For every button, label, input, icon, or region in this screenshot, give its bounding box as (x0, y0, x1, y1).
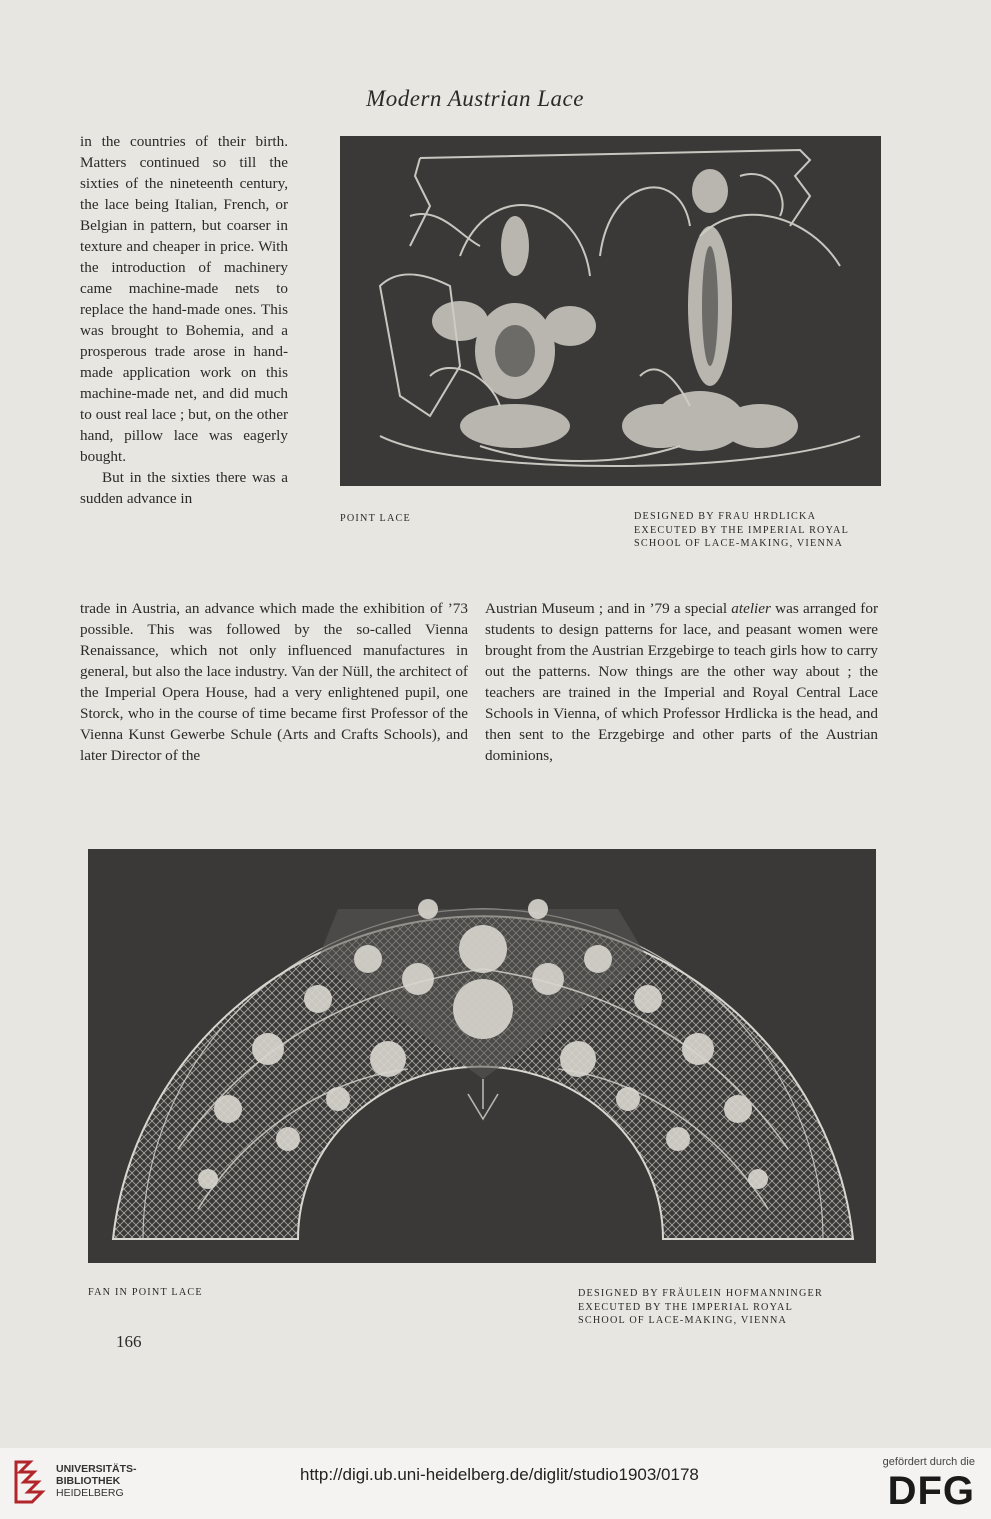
paragraph-right (485, 598, 878, 766)
paragraph-right-part-b: was arranged for students to design patterns for lace, and peasant women were brought from the Austrian Erzgebirge to teach girls how to carry out the patterns. Now things are the other way about ; the teachers are trained in the Imperial and Royal Central Lace Schools in Vienna, of which Professor Hrdlicka is the head, and then sent to the Erzgebirge and other parts of the Austrian dominions, (485, 600, 878, 764)
right-text-column (485, 598, 878, 766)
fan-lace-plate (88, 849, 876, 1263)
paragraph-left: trade in Austria, an advance which made the exhibition of ’73 possible. This was followed by the so-called Vienna Renaissance, which not only influenced manufactures in general, but also the lace industry. Van der Nüll, the architect of the Imperial Opera House, had a very enlightened pupil, one Storck, who in the course of time became first Professor of the Vienna Kunst Gewerbe Schule (Arts and Crafts Schools), and later Director of the (80, 600, 468, 764)
plate1-credit-school: SCHOOL OF LACE-MAKING, VIENNA (634, 538, 844, 549)
page-number: 166 (116, 1332, 142, 1351)
paragraph-narrow: in the countries of their birth. Matters continued so till the sixties of the nineteenth century, the lace being Italian, French, or Belgian in pattern, but coarser in texture and cheaper in price. With the introduction of machinery came machine-made nets to replace the hand-made ones. This was brought to Bohemia, and a prosperous trade arose in hand-made application work on this machine-made net, and did much to oust real lace ; but, on the other hand, pillow lace was eagerly bought. (80, 133, 288, 465)
sponsor-label: gefördert durch die (882, 1456, 975, 1468)
library-name-line1: UNIVERSITÄTS- (56, 1463, 137, 1475)
left-text-column (80, 598, 468, 766)
fan-lace-illustration (88, 849, 876, 1263)
plate2-credit-designer: DESIGNED BY FRÄULEIN HOFMANNINGER (578, 1288, 823, 1299)
narrow-text-column (80, 131, 288, 509)
paragraph-right-part-a: Austrian Museum ; and in ’79 a special (485, 600, 732, 617)
point-lace-illustration (340, 136, 881, 486)
running-title: Modern Austrian Lace (366, 86, 584, 111)
paragraph-right-emphasis: atelier (731, 600, 771, 617)
plate2-credit-executed: EXECUTED BY THE IMPERIAL ROYAL (578, 1301, 794, 1313)
dfg-logo: DFG (887, 1469, 975, 1513)
library-logo-icon (10, 1458, 50, 1508)
plate2-credit-school: SCHOOL OF LACE-MAKING, VIENNA (578, 1315, 788, 1326)
plate2-caption-left: FAN IN POINT LACE (88, 1287, 203, 1298)
plate1-caption-right (634, 510, 849, 551)
plate1-credit-designer: DESIGNED BY FRAU HRDLICKA (634, 511, 817, 522)
permalink-url[interactable]: http://digi.ub.uni-heidelberg.de/diglit/studio1903/0178 (300, 1465, 699, 1484)
library-name (56, 1463, 137, 1499)
library-name-line2: BIBLIOTHEK (56, 1475, 121, 1487)
plate1-credit-executed: EXECUTED BY THE IMPERIAL ROYAL (634, 524, 850, 536)
paragraph-narrow-continue: But in the sixties there was a sudden advance in (80, 469, 288, 507)
point-lace-plate (340, 136, 881, 486)
plate1-caption-left: POINT LACE (340, 513, 411, 524)
viewer-footer (0, 1448, 991, 1519)
plate2-caption-right (578, 1287, 823, 1328)
library-name-line3: HEIDELBERG (56, 1487, 124, 1499)
